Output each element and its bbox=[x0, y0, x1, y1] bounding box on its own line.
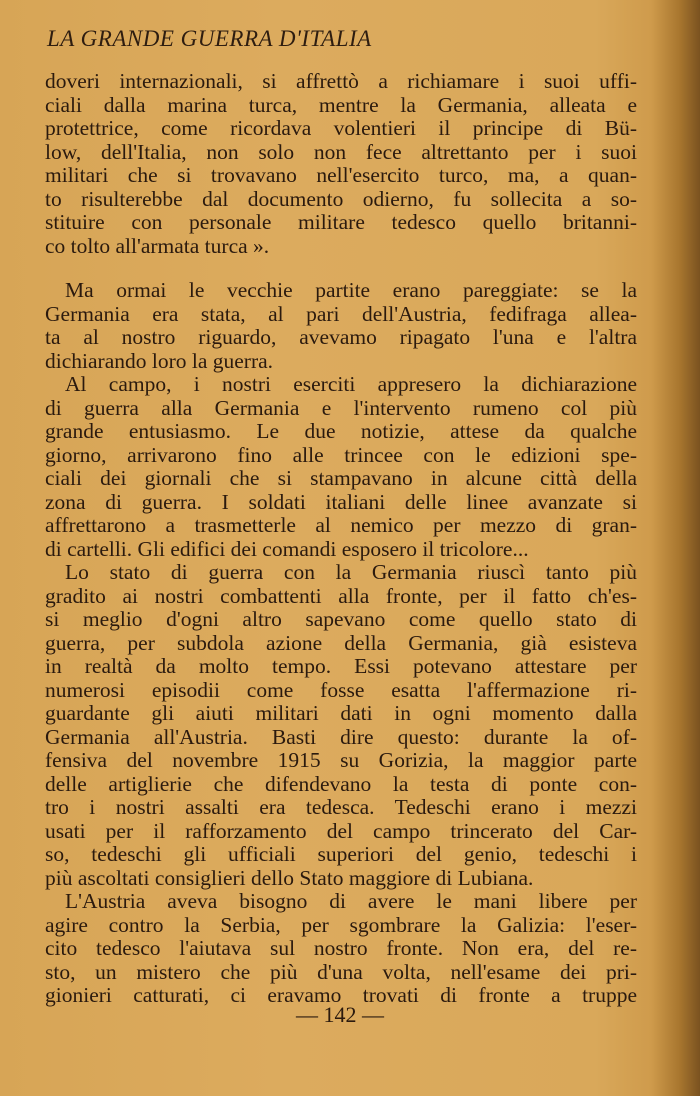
text-line: affrettarono a trasmetterle al nemico per mezzo di gran- bbox=[45, 513, 637, 537]
text-line: guerra, per subdola azione della Germania, già esisteva bbox=[45, 630, 637, 655]
text-line: più ascoltati consiglieri dello Stato maggiore di Lubiana. bbox=[45, 865, 534, 890]
text-line: usati per il rafforzamento del campo trincerato del Car- bbox=[45, 818, 637, 843]
text-line: si meglio d'ogni altro sapevano come quello stato di bbox=[45, 607, 637, 631]
text-line: stituire con personale militare tedesco quello britanni- bbox=[45, 210, 637, 234]
paragraph bbox=[45, 70, 637, 258]
text-line: dichiarando loro la guerra. bbox=[45, 348, 274, 373]
text-line: ciali dei giornali che si stampavano in alcune città della bbox=[45, 466, 637, 490]
paragraph bbox=[45, 890, 637, 1008]
text-line: to risulterebbe dal documento odierno, fu sollecita a so- bbox=[45, 186, 637, 211]
text-line: L'Austria aveva bisogno di avere le mani libere per bbox=[65, 889, 637, 913]
text-line: grande entusiasmo. Le due notizie, attese da qualche bbox=[45, 419, 637, 443]
text-line: Lo stato di guerra con la Germania riuscì tanto più bbox=[65, 560, 637, 584]
paragraph bbox=[45, 279, 637, 373]
text-line: zona di guerra. I soldati italiani delle linee avanzate si bbox=[45, 489, 637, 514]
text-line: giorno, arrivarono fino alle trincee con le edizioni spe- bbox=[45, 442, 637, 467]
text-line: guardante gli aiuti militari dati in ogni momento dalla bbox=[45, 701, 637, 725]
text-line: doveri internazionali, si affrettò a richiamare i suoi uffi- bbox=[45, 69, 637, 93]
running-title: LA GRANDE GUERRA D'ITALIA bbox=[47, 26, 372, 51]
text-line: sto, un mistero che più d'una volta, nell'esame dei pri- bbox=[45, 959, 637, 984]
text-line: in realtà da molto tempo. Essi potevano attestare per bbox=[45, 654, 637, 678]
text-line: fensiva del novembre 1915 su Gorizia, la maggior parte bbox=[45, 748, 637, 772]
text-line: cito tedesco l'aiutava sul nostro fronte. Non era, del re- bbox=[45, 936, 637, 960]
text-line: so, tedeschi gli ufficiali superiori del genio, tedeschi i bbox=[45, 842, 637, 866]
text-line: gradito ai nostri combattenti alla fronte, per il fatto ch'es- bbox=[45, 583, 637, 608]
text-line: ciali dalla marina turca, mentre la Germania, alleata e bbox=[45, 92, 637, 117]
text-line: delle artiglierie che difendevano la testa di ponte con- bbox=[45, 771, 637, 796]
text-line: militari che si trovavano nell'esercito turco, ma, a quan- bbox=[45, 163, 637, 187]
text-line: tro i nostri assalti era tedesca. Tedeschi erano i mezzi bbox=[45, 795, 637, 819]
text-line: di cartelli. Gli edifici dei comandi esposero il tricolore... bbox=[45, 536, 529, 561]
text-line: Ma ormai le vecchie partite erano pareggiate: se la bbox=[65, 278, 637, 302]
text-line: agire contro la Serbia, per sgombrare la Galizia: l'eser- bbox=[45, 912, 637, 937]
text-line: di guerra alla Germania e l'intervento rumeno col più bbox=[45, 395, 637, 420]
text-line: Al campo, i nostri eserciti appresero la dichiarazione bbox=[65, 372, 637, 396]
text-line: protettrice, come ricordava volentieri il principe di Bü- bbox=[45, 116, 637, 140]
text-line: Germania all'Austria. Basti dire questo: durante la of- bbox=[45, 724, 637, 749]
text-line: gionieri catturati, ci eravamo trovati di fronte a truppe bbox=[45, 983, 637, 1007]
text-line: ta al nostro riguardo, avevamo ripagato l'una e l'altra bbox=[45, 325, 637, 349]
text-line: Germania era stata, al pari dell'Austria, fedifraga allea- bbox=[45, 301, 637, 326]
page-number: — 142 — bbox=[296, 1002, 384, 1027]
body-text bbox=[45, 70, 637, 1008]
paragraph-gap bbox=[45, 258, 637, 279]
text-line: numerosi episodii come fosse esatta l'affermazione ri- bbox=[45, 677, 637, 702]
text-line: low, dell'Italia, non solo non fece altrettanto per i suoi bbox=[45, 139, 637, 164]
paragraph bbox=[45, 561, 637, 890]
text-line: co tolto all'armata turca ». bbox=[45, 233, 270, 258]
paragraph bbox=[45, 373, 637, 561]
